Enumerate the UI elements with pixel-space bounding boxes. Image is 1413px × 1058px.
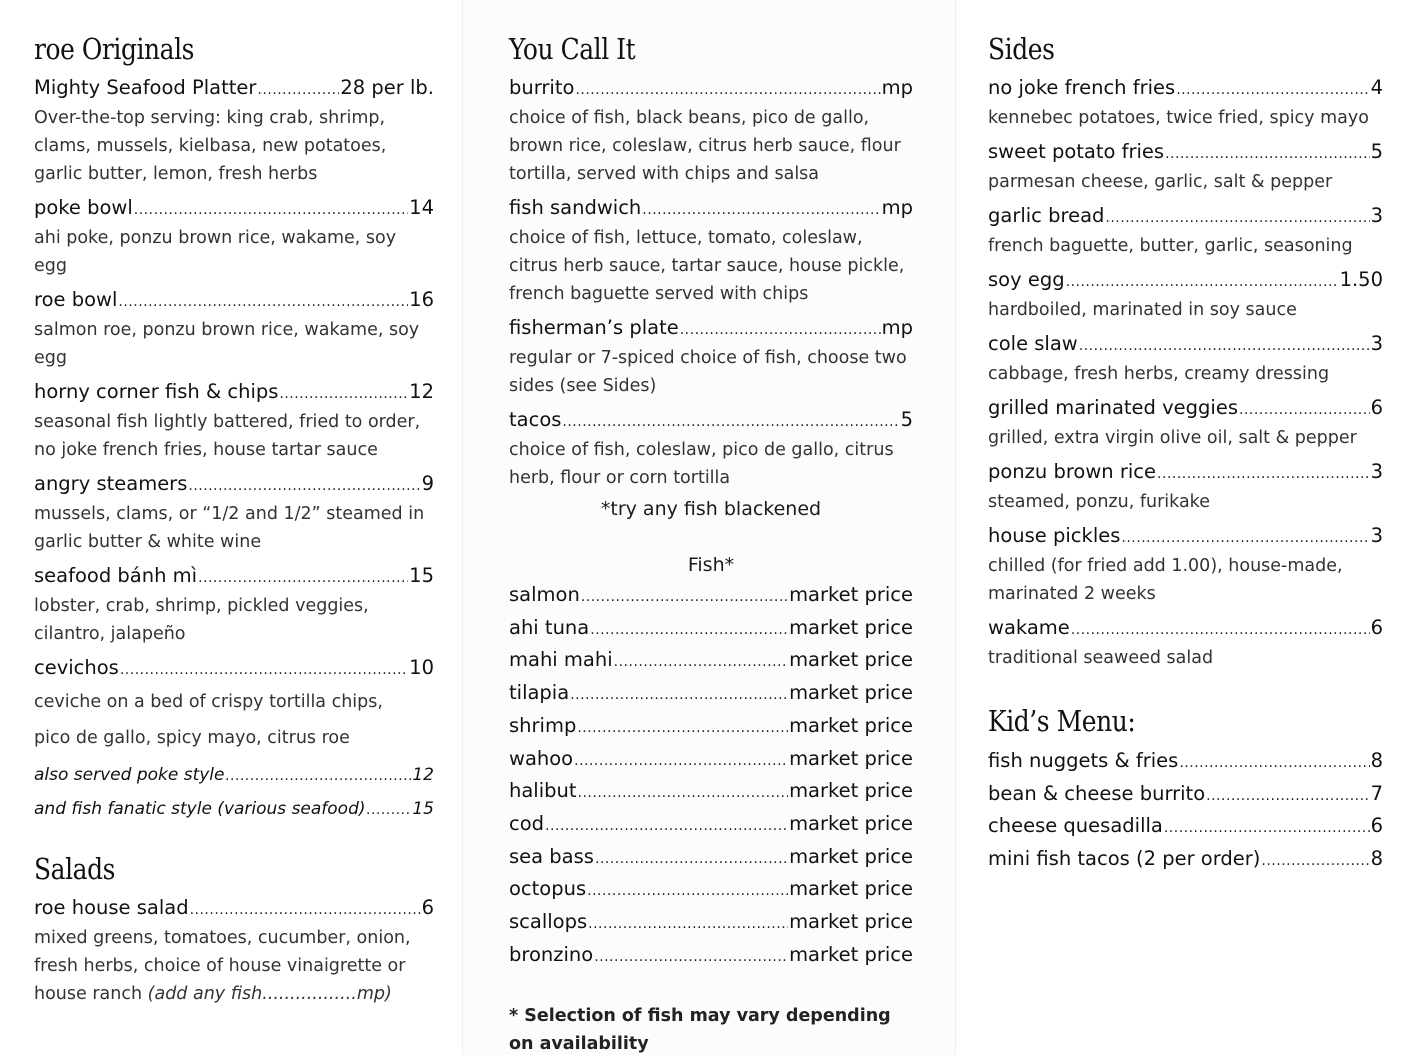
leader-dots — [577, 714, 788, 744]
item-price: market price — [789, 877, 913, 901]
leader-dots — [1079, 333, 1370, 360]
panel-middle — [462, 0, 956, 1055]
item-name: horny corner fish & chips — [34, 380, 279, 403]
item-name: sweet potato fries — [988, 140, 1165, 163]
leader-dots — [581, 583, 788, 613]
kids-item — [988, 811, 1383, 844]
leader-dots — [588, 910, 788, 940]
item-name: angry steamers — [34, 472, 188, 495]
menu-item-fish-chips — [34, 378, 434, 464]
item-price: mp — [881, 196, 913, 219]
leader-dots — [1165, 141, 1369, 168]
menu-item-poke-bowl — [34, 194, 434, 280]
leader-dots — [587, 877, 788, 907]
leader-dots — [1176, 77, 1369, 104]
leader-dots — [1066, 269, 1339, 296]
leader-dots — [118, 289, 408, 316]
item-price: 8 — [1370, 749, 1383, 772]
leader-dots — [680, 317, 881, 344]
fish-row — [509, 711, 913, 744]
item-price: 12 — [412, 765, 434, 785]
item-price: 4 — [1370, 76, 1383, 99]
side-item — [988, 614, 1383, 672]
item-name: shrimp — [509, 713, 577, 737]
item-name: poke bowl — [34, 196, 133, 219]
item-price: 10 — [409, 656, 434, 679]
leader-dots — [279, 381, 408, 408]
fish-list-title: Fish* — [687, 554, 735, 576]
leader-dots — [198, 565, 408, 592]
panel-left — [0, 0, 462, 1055]
menu-item-house-salad — [34, 894, 434, 1008]
item-desc: pico de gallo, spicy mayo, citrus roe — [34, 728, 350, 748]
item-name: scallops — [509, 910, 588, 934]
item-name: ahi tuna — [509, 615, 590, 639]
leader-dots — [642, 197, 880, 224]
leader-dots — [257, 77, 339, 104]
leader-dots — [594, 943, 788, 973]
section-title-kids: Kid’s Menu: — [988, 704, 1136, 738]
menu-item-seafood-platter — [34, 74, 434, 188]
item-name: roe bowl — [34, 288, 118, 311]
leader-dots — [188, 473, 420, 500]
item-price: 14 — [409, 196, 434, 219]
item-name: mini fish tacos (2 per order) — [988, 846, 1261, 870]
item-name: wakame — [988, 616, 1070, 639]
item-desc: steamed, ponzu, furikake — [988, 492, 1210, 512]
item-price: market price — [789, 648, 913, 672]
kids-item — [988, 746, 1383, 779]
item-price: market price — [789, 811, 913, 835]
item-name: Mighty Seafood Platter — [34, 76, 257, 99]
sides-list — [988, 74, 1383, 672]
leader-dots — [367, 797, 412, 824]
item-price: 3 — [1370, 204, 1383, 227]
leader-dots — [614, 648, 788, 678]
fish-row — [509, 940, 913, 973]
section-title-you-call-it: You Call It — [509, 32, 636, 66]
item-desc-text: mixed greens, tomatoes, cucumber, onion, fresh herbs, choice of house vinaigrette or house ranch — [34, 928, 411, 1004]
leader-dots — [1157, 461, 1370, 488]
side-item — [988, 522, 1383, 608]
leader-dots — [134, 197, 408, 224]
fish-row — [509, 842, 913, 875]
leader-dots — [1206, 782, 1369, 812]
item-price: market price — [789, 713, 913, 737]
kids-item — [988, 844, 1383, 877]
item-price: 5 — [900, 408, 913, 431]
item-desc: mixed greens, tomatoes, cucumber, onion, fresh herbs, choice of house vinaigrette or house ranch (add any fish.................mp) — [34, 928, 411, 1004]
section-title-originals: roe Originals — [34, 32, 195, 66]
item-name: sea bass — [509, 844, 594, 868]
leader-dots — [570, 681, 788, 711]
item-price: 12 — [409, 380, 434, 403]
leader-dots — [1239, 397, 1370, 424]
leader-dots — [226, 763, 412, 790]
menu-item-fishermans-plate — [509, 314, 913, 400]
item-price: mp — [881, 76, 913, 99]
leader-dots — [1071, 617, 1370, 644]
leader-dots — [1179, 749, 1369, 779]
item-price: mp — [881, 316, 913, 339]
menu-item-angry-steamers — [34, 470, 434, 556]
add-fish-price: mp) — [356, 984, 392, 1004]
item-name: cheese quesadilla — [988, 814, 1163, 837]
kids-item — [988, 779, 1383, 812]
fish-footnote: * Selection of fish may vary depending on availability — [509, 1006, 891, 1055]
leader-dots — [1121, 525, 1369, 552]
leader-dots — [562, 409, 899, 436]
menu-item-roe-bowl — [34, 286, 434, 372]
side-item — [988, 394, 1383, 452]
item-name: cod — [509, 811, 545, 835]
item-price: market price — [789, 746, 913, 770]
item-name: halibut — [509, 779, 577, 803]
item-price: 6 — [1370, 396, 1383, 419]
item-name: garlic bread — [988, 204, 1105, 227]
item-name: soy egg — [988, 268, 1065, 291]
item-name: seafood bánh mì — [34, 564, 198, 587]
leader-dots — [574, 747, 788, 777]
item-price: market price — [789, 942, 913, 966]
fish-row — [509, 776, 913, 809]
item-name: bronzino — [509, 942, 594, 966]
item-name: grilled marinated veggies — [988, 396, 1238, 419]
side-item — [988, 266, 1383, 324]
leader-dots — [578, 779, 789, 809]
menu-item-fanatic-style — [34, 796, 434, 824]
item-price: market price — [789, 615, 913, 639]
section-title-sides: Sides — [988, 32, 1055, 66]
item-desc: grilled, extra virgin olive oil, salt & pepper — [988, 428, 1357, 448]
item-price: 15 — [409, 564, 434, 587]
item-name: ponzu brown rice — [988, 460, 1157, 483]
blackened-note: *try any fish blackened — [600, 498, 822, 520]
side-item — [988, 458, 1383, 516]
item-desc: choice of fish, coleslaw, pico de gallo, citrus herb, flour or corn tortilla — [509, 440, 894, 488]
menu-item-poke-style — [34, 762, 434, 790]
menu-item-banh-mi — [34, 562, 434, 648]
item-price: 6 — [1370, 814, 1383, 837]
leader-dots — [590, 616, 788, 646]
fish-row — [509, 744, 913, 777]
item-price: 7 — [1370, 781, 1383, 805]
item-name: roe house salad — [34, 896, 189, 919]
item-desc: lobster, crab, shrimp, pickled veggies, cilantro, jalapeño — [34, 596, 369, 644]
item-price: market price — [789, 681, 913, 705]
menu-item-cevichos — [34, 654, 434, 756]
item-price: market price — [789, 844, 913, 868]
section-title-salads: Salads — [34, 852, 115, 886]
item-name: fish nuggets & fries — [988, 749, 1179, 772]
item-desc: ahi poke, ponzu brown rice, wakame, soy egg — [34, 228, 397, 276]
item-price: 5 — [1370, 140, 1383, 163]
leader-dots — [545, 812, 788, 842]
side-item — [988, 138, 1383, 196]
item-price: market price — [789, 910, 913, 934]
item-price: 28 per lb. — [340, 76, 434, 99]
item-desc: hardboiled, marinated in soy sauce — [988, 300, 1297, 320]
item-desc: kennebec potatoes, twice fried, spicy mayo — [988, 108, 1369, 128]
leader-dots — [595, 845, 788, 875]
item-name: tacos — [509, 408, 562, 431]
side-item — [988, 330, 1383, 388]
item-name: cole slaw — [988, 332, 1078, 355]
item-name: octopus — [509, 877, 587, 901]
item-name: fish sandwich — [509, 196, 642, 219]
item-name: no joke french fries — [988, 76, 1176, 99]
item-name: and fish fanatic style (various seafood) — [34, 799, 366, 819]
item-price: 8 — [1370, 846, 1383, 870]
menu-item-fish-sandwich — [509, 194, 913, 308]
item-price: 3 — [1370, 332, 1383, 355]
item-price: 3 — [1370, 460, 1383, 483]
menu-item-tacos — [509, 406, 913, 492]
fish-row — [509, 645, 913, 678]
menu-item-burrito — [509, 74, 913, 188]
item-desc: cabbage, fresh herbs, creamy dressing — [988, 364, 1330, 384]
leader-dots — [190, 897, 421, 924]
fish-row — [509, 613, 913, 646]
item-desc: choice of fish, black beans, pico de gallo, brown rice, coleslaw, citrus herb sauce, flour tortilla, served with chips and salsa — [509, 108, 901, 184]
side-item — [988, 202, 1383, 260]
fish-row — [509, 809, 913, 842]
item-name: salmon — [509, 583, 580, 606]
item-desc: parmesan cheese, garlic, salt & pepper — [988, 172, 1333, 192]
kids-list — [988, 746, 1383, 876]
item-desc: chilled (for fried add 1.00), house-made, marinated 2 weeks — [988, 556, 1343, 604]
item-desc: french baguette, butter, garlic, seasoning — [988, 236, 1353, 256]
item-desc: mussels, clams, or “1/2 and 1/2” steamed in garlic butter & white wine — [34, 504, 425, 552]
item-price: market price — [789, 779, 913, 803]
item-price: 16 — [409, 288, 434, 311]
item-desc: salmon roe, ponzu brown rice, wakame, soy egg — [34, 320, 420, 368]
item-price: 15 — [412, 799, 434, 819]
fish-row — [509, 678, 913, 711]
item-price: 9 — [421, 472, 434, 495]
leader-dots — [1164, 814, 1370, 844]
fish-row — [509, 907, 913, 940]
item-desc: ceviche on a bed of crispy tortilla chips, — [34, 692, 383, 712]
item-name: house pickles — [988, 524, 1121, 547]
item-desc: choice of fish, lettuce, tomato, coleslaw, citrus herb sauce, tartar sauce, house pickle, french baguette served with chips — [509, 228, 905, 304]
item-name: wahoo — [509, 746, 574, 770]
item-price: 3 — [1370, 524, 1383, 547]
item-name: cevichos — [34, 656, 119, 679]
item-desc: regular or 7-spiced choice of fish, choose two sides (see Sides) — [509, 348, 907, 396]
item-price: 6 — [421, 896, 434, 919]
item-price: 6 — [1370, 616, 1383, 639]
item-name: fisherman’s plate — [509, 316, 679, 339]
leader-dots — [1261, 847, 1369, 877]
leader-dots — [1105, 205, 1369, 232]
item-name: burrito — [509, 76, 575, 99]
side-item — [988, 74, 1383, 132]
item-desc: Over-the-top serving: king crab, shrimp, clams, mussels, kielbasa, new potatoes, garlic butter, lemon, fresh herbs — [34, 108, 387, 184]
item-desc: traditional seaweed salad — [988, 648, 1214, 668]
fish-row — [509, 874, 913, 907]
leader-dots — [575, 77, 880, 104]
fish-list — [509, 580, 913, 972]
item-name: also served poke style — [34, 765, 225, 785]
add-fish-text: (add any fish — [147, 984, 263, 1004]
leader-dots — [120, 657, 408, 684]
item-name: mahi mahi — [509, 648, 613, 672]
item-price: market price — [789, 583, 913, 606]
item-name: bean & cheese burrito — [988, 781, 1206, 805]
item-price: 1.50 — [1339, 268, 1383, 291]
item-desc: seasonal fish lightly battered, fried to order, no joke french fries, house tartar sauce — [34, 412, 421, 460]
panel-right — [956, 0, 1413, 1055]
fish-row — [509, 580, 913, 613]
item-name: tilapia — [509, 681, 570, 705]
